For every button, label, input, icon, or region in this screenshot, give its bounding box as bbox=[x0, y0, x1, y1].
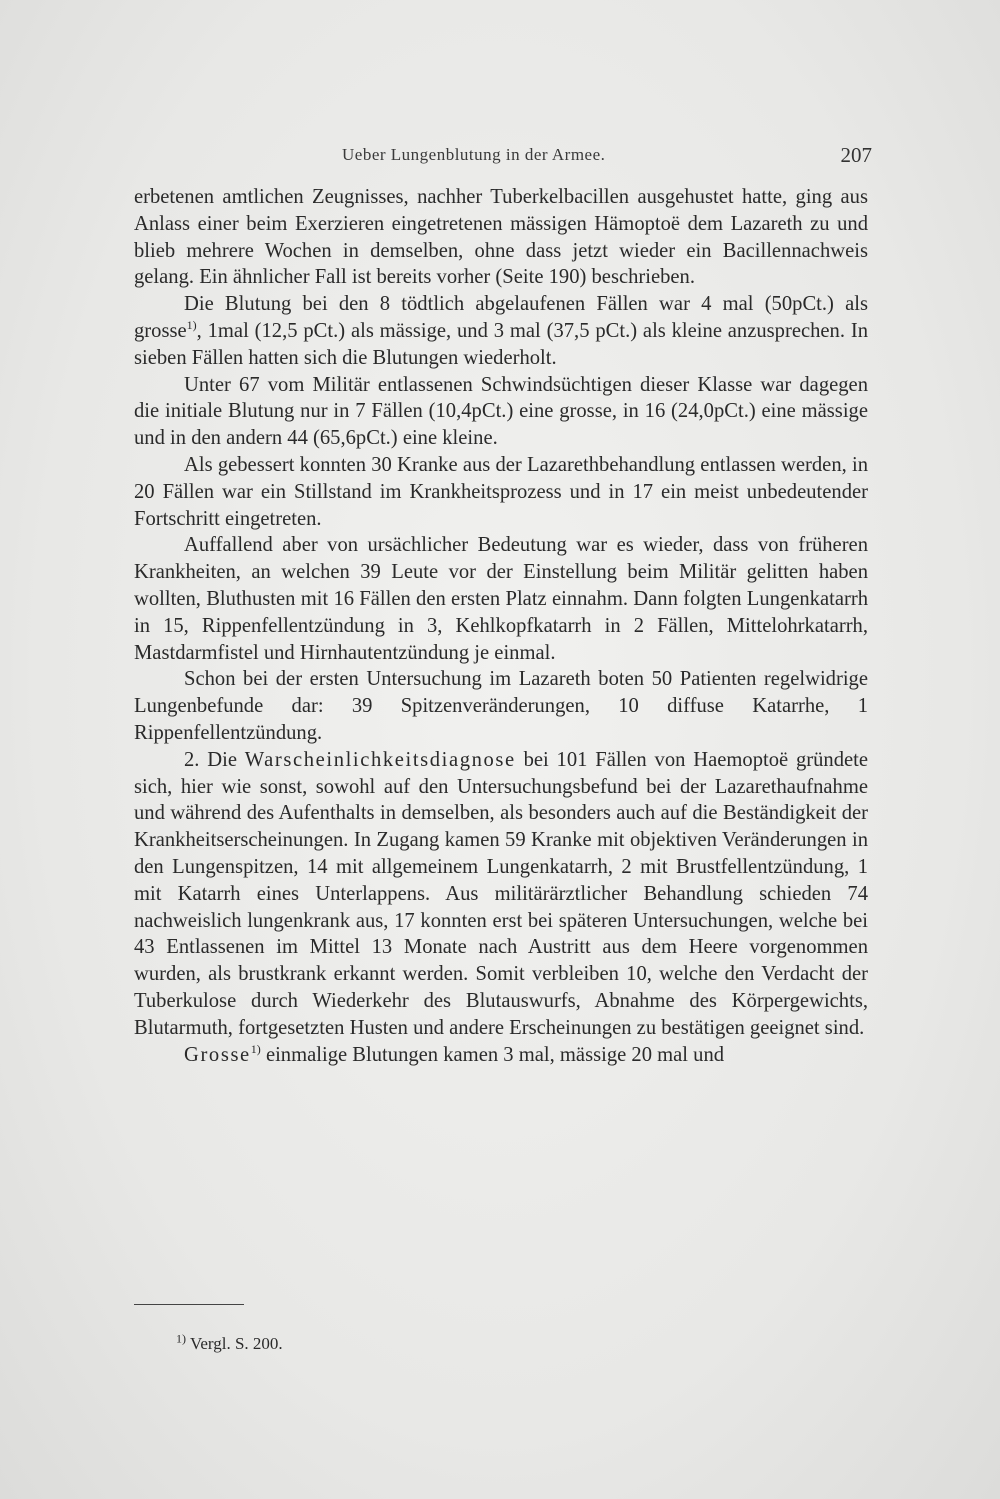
text-segment: Schon bei der ersten Untersuchung im Lazareth boten 50 Patienten regelwidrige Lungenbefunde dar: 39 Spitzenveränderungen, 10 diffuse Katarrhe, 1 Rippenfellentzündung. bbox=[134, 668, 868, 744]
text-segment: Auffallend aber von ursächlicher Bedeutung war es wieder, dass von früheren Krankheiten, an welchen 39 Leute vor der Einstellung beim Militär gelitten haben wollten, Bluthusten mit 16 Fällen den ersten Platz einnahm. Dann folgten Lungenkatarrh in 15, Rippenfellentzündung in 3, Kehlkopfkatarrh in 2 Fällen, Mittelohrkatarrh, Mastdarmfistel und Hirnhautentzündung je einmal. bbox=[134, 534, 868, 664]
text-segment: 2. Die bbox=[184, 748, 245, 771]
footnote-marker: 1) bbox=[176, 1331, 186, 1346]
footnote-reference: 1) bbox=[186, 318, 197, 333]
footnote-divider bbox=[134, 1304, 244, 1305]
footnote-text: Vergl. S. 200. bbox=[186, 1334, 283, 1353]
footnote bbox=[176, 1331, 283, 1354]
paragraph bbox=[134, 291, 868, 371]
text-segment: Als gebessert konnten 30 Kranke aus der Lazarethbehandlung entlassen werden, in 20 Fällen war ein Stillstand im Krankheitsprozess und in 17 ein meist unbedeutender Fortschritt eingetreten. bbox=[134, 453, 868, 530]
paragraph bbox=[134, 184, 868, 291]
text-segment: erbetenen amtlichen Zeugnisses, nachher Tuberkelbacillen ausgehustet hatte, ging aus Anlass einer beim Exerzieren eingetretenen mässigen Hämoptoë dem Lazareth zu und blieb mehrere Wochen in demselben, ohne dass jetzt wieder ein Bacillennachweis gelang. Ein ähnlicher Fall ist bereits vorher (Seite 190) beschrieben. bbox=[134, 186, 868, 289]
paragraph bbox=[134, 747, 868, 1042]
paragraph bbox=[134, 666, 868, 746]
text-segment: bei 101 Fällen von Haemoptoë gründete sich, hier wie sonst, sowohl auf den Untersuchungsbefund bei der Lazarethaufnahme und während des Aufenthalts in demselben, als besonders auch auf die Beständigkeit der Krankheitserscheinungen. In Zugang kamen 59 Kranke mit objektiven Veränderungen in den Lungenspitzen, 14 mit allgemeinem Lungenkatarrh, 2 mit Brustfellentzündung, 1 mit Katarrh eines Unterlappens. Aus militärärztlicher Behandlung schieden 74 nachweislich lungenkrank aus, 17 konnten erst bei späteren Untersuchungen, welche bei 43 Entlassenen im Mittel 13 Monate nach Austritt aus dem Heere vorgenommen wurden, als brustkrank erkannt werden. Somit verbleiben 10, welche den Verdacht der Tuberkulose durch Wiederkehr des Blutauswurfs, Abnahme des Körpergewichts, Blutarmuth, fortgesetzten Husten und andere Erscheinungen zu bestätigen geeignet sind. bbox=[134, 748, 868, 1039]
running-title: Ueber Lungenblutung in der Armee. bbox=[342, 145, 606, 164]
emphasized-text: Grosse bbox=[184, 1043, 251, 1066]
emphasized-text: Warscheinlichkeitsdiagnose bbox=[244, 748, 516, 771]
text-segment: Unter 67 vom Militär entlassenen Schwindsüchtigen dieser Klasse war dagegen die initiale Blutung nur in 7 Fällen (10,4pCt.) eine grosse, in 16 (24,0pCt.) eine mässige und in den andern 44 (65,6pCt.) eine kleine. bbox=[134, 373, 868, 450]
text-segment: , 1mal (12,5 pCt.) als mässige, und 3 mal (37,5 pCt.) als kleine anzusprechen. In sieben Fällen hatten sich die Blutungen wiederholt. bbox=[134, 319, 868, 369]
footnote-reference: 1) bbox=[250, 1041, 261, 1056]
paragraph bbox=[134, 452, 868, 532]
paragraph bbox=[134, 532, 868, 666]
page-header bbox=[134, 143, 874, 173]
paragraph bbox=[134, 1042, 868, 1069]
paragraph bbox=[134, 372, 868, 452]
body-text bbox=[134, 184, 868, 1068]
page-number: 207 bbox=[840, 143, 872, 167]
text-segment: einmalige Blutungen kamen 3 mal, mässige 20 mal und bbox=[260, 1043, 725, 1066]
text-segment: Die Blutung bei den 8 tödtlich abgelaufenen Fällen war 4 mal (50pCt.) als grosse bbox=[134, 293, 868, 342]
